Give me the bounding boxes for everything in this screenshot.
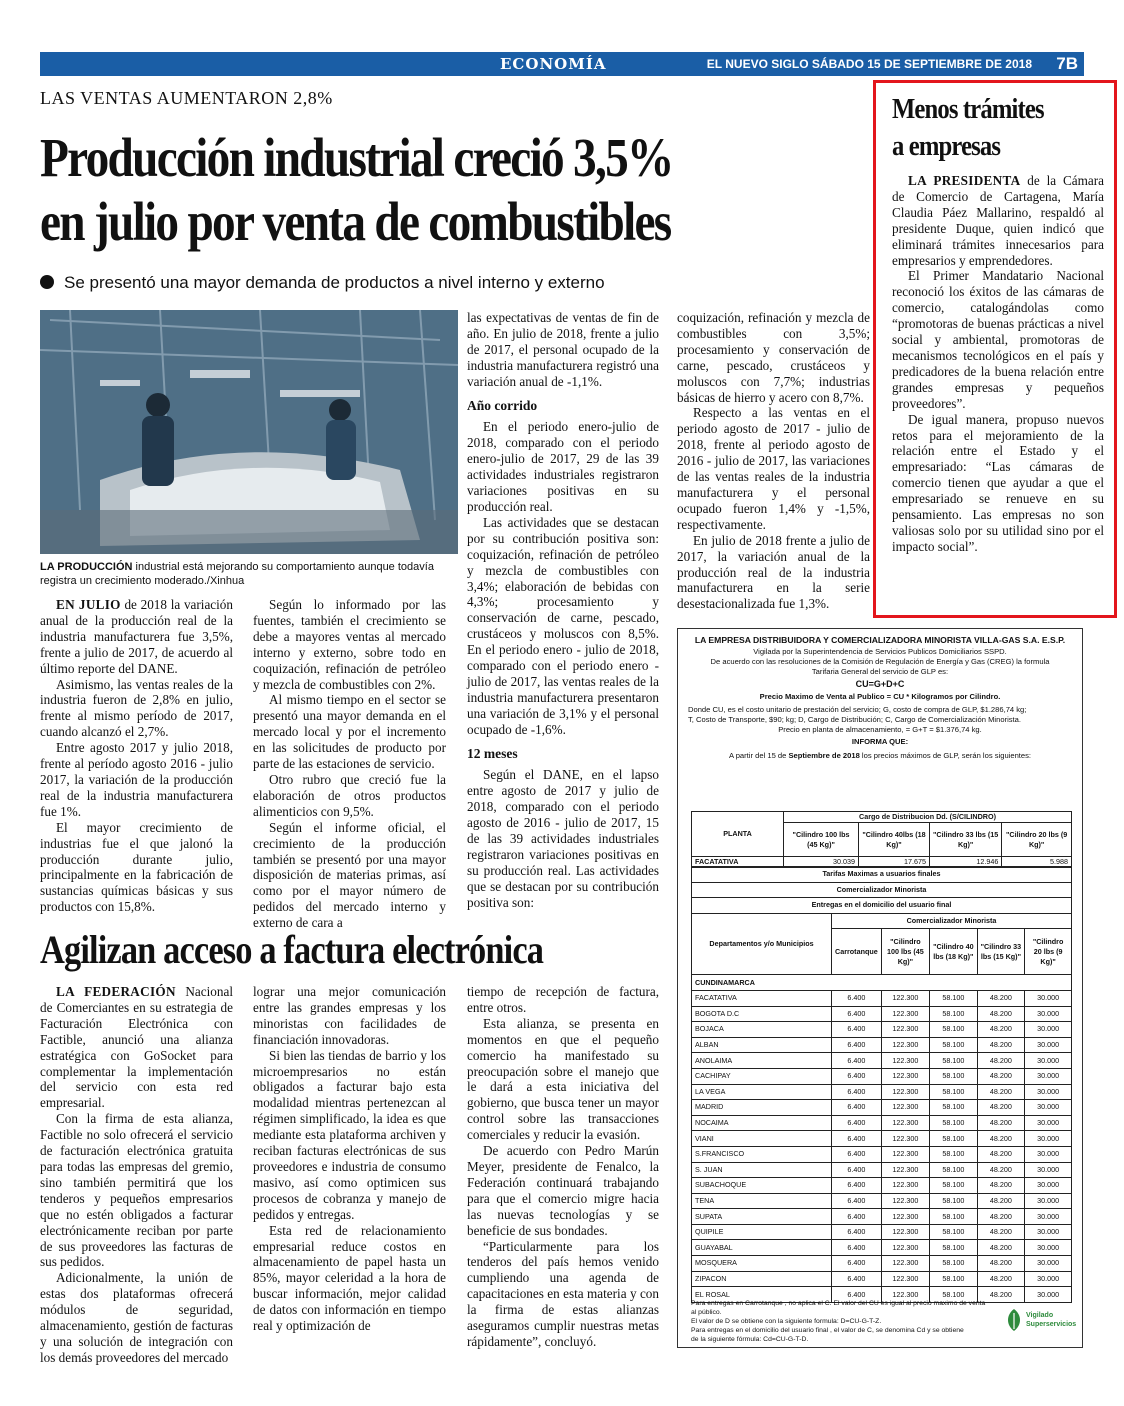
ad-line: Donde CU, es el costo unitario de prestación del servicio; G, costo de compra de GLP, $1.286,74 kg;: [688, 705, 1027, 714]
table-cell: 6.400: [832, 1115, 882, 1131]
table-cell: 122.300: [881, 1193, 929, 1209]
table-cell: 122.300: [881, 1037, 929, 1053]
table-cell: 122.300: [881, 1162, 929, 1178]
paragraph-text: de la Cámara de Comercio de Cartagena, María Claudia Páez Mallarino, respaldó al presidente Duque, quien indicó que eliminará trámites innecesarios para empresarios y emprendedores.: [892, 173, 1104, 268]
table-cell: 122.300: [881, 990, 929, 1006]
table-cell: 6.400: [832, 1068, 882, 1084]
second-story-column-2: [253, 984, 446, 1334]
table-cell: 122.300: [881, 1271, 929, 1287]
table-cell: ALBAN: [692, 1037, 832, 1053]
table-cell: 30.000: [1025, 1146, 1072, 1162]
sidebar-headline-line-1: Menos trámites: [892, 93, 1044, 125]
factory-photo-illustration: [40, 310, 458, 554]
paragraph: lograr una mejor comunicación entre las grandes empresas y los minoristas con facilidades de financiación innovadoras.: [253, 984, 446, 1047]
paragraph: Esta red de relacionamiento empresarial reduce costos en almacenamiento de papel hasta un 85%, mayor celeridad a la hora de buscar información, mejor calidad de datos con información en tiempo real y optimización de: [253, 1222, 446, 1334]
caption-text: industrial está mejorando su comportamiento aunque todavía registra un crecimiento moderado./Xinhua: [40, 561, 434, 587]
table-cell: 58.100: [930, 1100, 978, 1116]
table-header: "Cilindro 33 lbs (15 Kg)": [977, 929, 1025, 975]
table-cell: 30.000: [1025, 1100, 1072, 1116]
paragraph: [40, 984, 233, 1111]
table-cell: 48.200: [977, 1178, 1025, 1194]
table-cell: 48.200: [977, 1256, 1025, 1272]
table-cell: 58.100: [930, 1022, 978, 1038]
table-cell: 48.200: [977, 1287, 1025, 1303]
table-cell: 30.000: [1025, 1162, 1072, 1178]
paragraph: Con la firma de esta alianza, Factible no solo ofrecerá el servicio de facturación electrónica gratuita para todas las empresas del gremio, sino también permitirá que los tenderos y pequeños empresarios que no estén obligados a facturar electrónicamente reciban por parte de sus proveedores las facturas de sus pedidos.: [40, 1111, 233, 1270]
table-cell: 6.400: [832, 1224, 882, 1240]
table-cell: 30.000: [1025, 1193, 1072, 1209]
main-headline: [40, 126, 754, 254]
ad-line: De acuerdo con las resoluciones de la Comisión de Regulación de Energía y Gas (CREG) la formula: [710, 657, 1050, 666]
subheadline-text: Se presentó una mayor demanda de productos a nivel interno y externo: [64, 273, 605, 292]
table-cell: 30.000: [1025, 1115, 1072, 1131]
distribution-charge-table: [691, 811, 1072, 868]
paragraph: De igual manera, propuso nuevos retos para el mejoramiento de la relación entre el Estado y el empresariado: “Las cámaras de comercio tienen que ayudar a que el empresariado se renueve en su pensamiento. Las empresas no son valiosas solo por su utilidad sino por el impacto social”.: [892, 411, 1104, 554]
table-cell: 58.100: [930, 1271, 978, 1287]
table-cell: FACATATIVA: [692, 857, 784, 868]
table-cell: 48.200: [977, 1068, 1025, 1084]
table-cell: 58.100: [930, 1053, 978, 1069]
table-cell: 12.946: [929, 857, 1001, 868]
ad-effective-date: [678, 751, 1082, 761]
main-headline-line-2: en julio por venta de combustibles: [40, 191, 671, 252]
table-header: "Cilindro 40lbs (18 Kg)": [859, 823, 930, 857]
table-cell: 30.000: [1025, 1209, 1072, 1225]
table-cell: 58.100: [930, 1131, 978, 1147]
table-cell: 30.000: [1025, 1022, 1072, 1038]
table-cell: 58.100: [930, 1162, 978, 1178]
table-cell: QUIPILE: [692, 1224, 832, 1240]
table-cell: 30.000: [1025, 990, 1072, 1006]
table-row: [692, 1146, 1072, 1162]
ad-informa: INFORMA QUE:: [851, 737, 909, 746]
paragraph: Otro rubro que creció fue la elaboración de otros productos alimenticios con 9,5%.: [253, 771, 446, 819]
table-row: [692, 1115, 1072, 1131]
table-cell: 58.100: [930, 1084, 978, 1100]
table-cell: ANOLAIMA: [692, 1053, 832, 1069]
table-header: "Cilindro 20 lbs (9 Kg)": [1002, 823, 1072, 857]
table-cell: 17.675: [859, 857, 930, 868]
table-cell: 122.300: [881, 1131, 929, 1147]
table-cell: CACHIPAY: [692, 1068, 832, 1084]
table-cell: MADRID: [692, 1100, 832, 1116]
table-cell: 58.100: [930, 1037, 978, 1053]
table-cell: 122.300: [881, 1256, 929, 1272]
table-cell: 30.000: [1025, 1006, 1072, 1022]
story-kicker: LAS VENTAS AUMENTARON 2,8%: [40, 88, 333, 108]
table-header: Comercializador Minorista: [692, 882, 1072, 898]
lead-caps: EN JULIO: [56, 597, 121, 612]
paragraph: coquización, refinación y mezcla de combustibles con 3,5%; procesamiento y conservación de carne, pescado, crustáceos y moluscos con 7,7%; industrias básicas de hierro y acero con 8,7%.: [677, 310, 870, 405]
table-header: "Cilindro 100 lbs (45 Kg)": [784, 823, 859, 857]
table-cell: 48.200: [977, 1240, 1025, 1256]
table-cell: NOCAIMA: [692, 1115, 832, 1131]
table-cell: 48.200: [977, 1193, 1025, 1209]
table-row: [692, 1037, 1072, 1053]
table-cell: 5.988: [1002, 857, 1072, 868]
paragraph-text: Nacional de Comerciantes en su estrategia de Facturación Electrónica con Factible, anunció una alianza estratégica con GoSocket para complementar la implementación del servicio con esta red empresarial.: [40, 984, 233, 1111]
table-cell: 48.200: [977, 1022, 1025, 1038]
table-cell: MOSQUERA: [692, 1256, 832, 1272]
table-header: "Cilindro 33 lbs (15 Kg)": [929, 823, 1001, 857]
table-cell: 48.200: [977, 990, 1025, 1006]
paragraph: “Particularmente para los tenderos del país hemos venido cumpliendo una agenda de capacitaciones en esta materia y con la firma de estas alianzas aseguramos cumplir nuestras metas rápidamente”, concluyó.: [467, 1238, 659, 1349]
paragraph: Entre agosto 2017 y julio 2018, frente al período agosto 2016 - julio 2017, la variación de la producción real de la industria manufacturera fue 1%.: [40, 740, 233, 819]
table-row: [692, 1256, 1072, 1272]
table-cell: 6.400: [832, 1271, 882, 1287]
table-row: [692, 1053, 1072, 1069]
table-cell: 58.100: [930, 1224, 978, 1240]
table-cell: 48.200: [977, 1271, 1025, 1287]
ad-line: Precio en planta de almacenamiento, = G+T = $1.376,74 kg.: [778, 725, 982, 734]
table-cell: 122.300: [881, 1146, 929, 1162]
ad-line: Tarifaria General del servicio de GLP es:: [811, 667, 949, 676]
table-cell: VIANI: [692, 1131, 832, 1147]
superservicios-logo: [1004, 1305, 1078, 1335]
table-row: [692, 1162, 1072, 1178]
table-header: Departamentos y/o Municipios: [692, 913, 832, 975]
table-cell: 122.300: [881, 1084, 929, 1100]
table-cell: 122.300: [881, 1115, 929, 1131]
table-cell: 6.400: [832, 1146, 882, 1162]
sidebar-headline-line-2: a empresas: [892, 130, 1001, 162]
table-cell: BOJACA: [692, 1022, 832, 1038]
table-cell: TENA: [692, 1193, 832, 1209]
table-cell: 6.400: [832, 1178, 882, 1194]
second-story-column-3: [467, 984, 659, 1350]
factory-photo: [40, 310, 458, 554]
table-cell: 58.100: [930, 1209, 978, 1225]
table-cell: 58.100: [930, 1240, 978, 1256]
retail-tariff-table: [691, 866, 1072, 1303]
table-cell: 122.300: [881, 1100, 929, 1116]
logo-line-1: Vigilado: [1026, 1312, 1054, 1319]
logo-line-2: Superservicios: [1026, 1321, 1077, 1328]
table-cell: 48.200: [977, 1115, 1025, 1131]
sidebar-headline: [892, 91, 1044, 165]
table-row: [692, 1178, 1072, 1194]
table-cell: 30.000: [1025, 1084, 1072, 1100]
table-cell: LA VEGA: [692, 1084, 832, 1100]
table-cell: 48.200: [977, 1037, 1025, 1053]
ad-title: LA EMPRESA DISTRIBUIDORA Y COMERCIALIZADORA MINORISTA VILLA-GAS S.A. E.S.P.: [694, 635, 1066, 645]
paragraph-text: de 2018 la variación anual de la producción real de la industria manufacturera fue 3,5%, frente a julio de 2017, de acuerdo al último reporte del DANE.: [40, 597, 233, 676]
sidebar-story-body: [892, 173, 1104, 555]
table-row: [692, 1271, 1072, 1287]
photo-caption: [40, 560, 460, 588]
table-cell: 6.400: [832, 1022, 882, 1038]
dateline: EL NUEVO SIGLO SÁBADO 15 DE SEPTIEMBRE DE 2018: [706, 57, 1032, 71]
table-cell: 6.400: [832, 1240, 882, 1256]
main-story-column-3: [467, 310, 659, 911]
table-cell: 30.000: [1025, 1287, 1072, 1303]
table-cell: 6.400: [832, 1100, 882, 1116]
table-cell: 122.300: [881, 1022, 929, 1038]
table-cell: SUBACHOQUE: [692, 1178, 832, 1194]
table-cell: 30.000: [1025, 1271, 1072, 1287]
paragraph: De acuerdo con Pedro Marún Meyer, presidente de Fenalco, la Federación continuará trabajando para que el comercio migre hacia las nuevas tecnologías y se beneficie de sus bondades.: [467, 1143, 659, 1238]
table-cell: 122.300: [881, 1209, 929, 1225]
table-cell: 30.000: [1025, 1131, 1072, 1147]
main-story-column-4: [677, 310, 870, 612]
table-cell: 6.400: [832, 1053, 882, 1069]
table-cell: 48.200: [977, 1131, 1025, 1147]
villa-gas-price-notice: [677, 628, 1083, 1348]
table-cell: ZIPACON: [692, 1271, 832, 1287]
section-header-bar: [40, 52, 1084, 76]
table-cell: 30.000: [1025, 1068, 1072, 1084]
paragraph: Según el DANE, en el lapso entre agosto de 2017 y julio de 2018, comparado con el periodo agosto de 2016 - julio de 2017, 15 de las 39 actividades industriales registraron variaciones positivas en su producción real. Las actividades que se destacan por su contribución positiva son:: [467, 767, 659, 910]
paragraph: Las actividades que se destacan por su contribución positiva son: coquización, refinación de petróleo y mezcla de combustibles con 3,4%; elaboración de bebidas con 4,3%; procesamiento y conservación de carne, pescado, crustáceos y moluscos con 8,5%. En el periodo enero - julio de 2018, comparado con el periodo enero - julio de 2017, las ventas reales de la industria manufacturera presentaron una variación de 3,1% y el personal ocupado de -1,6%.: [467, 514, 659, 737]
second-story-column-1: [40, 984, 233, 1366]
paragraph: Asimismo, las ventas reales de la industria fueron de 2,8% en julio, frente al mismo período de 2017, cuando alcanzó el 2,7%.: [40, 676, 233, 740]
table-cell: 48.200: [977, 1224, 1025, 1240]
section-name: ECONOMÍA: [500, 55, 607, 73]
tariff-rows: [692, 990, 1072, 1302]
table-cell: 58.100: [930, 1006, 978, 1022]
table-cell: 122.300: [881, 1240, 929, 1256]
table-row: [692, 1224, 1072, 1240]
table-cell: 58.100: [930, 1287, 978, 1303]
ad-line: A partir del 15 de: [728, 751, 789, 760]
table-row: [692, 1006, 1072, 1022]
table-cell: 6.400: [832, 1084, 882, 1100]
table-cell: 48.200: [977, 1084, 1025, 1100]
superservicios-leaf-icon: [1004, 1307, 1024, 1333]
table-header: Comercializador Minorista: [832, 913, 1072, 929]
table-cell: 48.200: [977, 1053, 1025, 1069]
paragraph: [40, 597, 233, 677]
table-row: [692, 1240, 1072, 1256]
ad-footnotes: [691, 1299, 991, 1344]
table-row: [692, 990, 1072, 1006]
table-cell: BOGOTA D.C: [692, 1006, 832, 1022]
lead-caps: LA FEDERACIÓN: [56, 984, 176, 999]
table-header: "Cilindro 100 lbs (45 Kg)": [881, 929, 929, 975]
table-cell: 58.100: [930, 1146, 978, 1162]
table-row: [692, 1209, 1072, 1225]
table-cell: 6.400: [832, 1162, 882, 1178]
table-cell: 58.100: [930, 1193, 978, 1209]
page-number: 7B: [1056, 54, 1078, 73]
table-cell: 122.300: [881, 1178, 929, 1194]
ad-line: Vigilada por la Superintendencia de Servicios Publicos Domiciliarios SSPD.: [753, 647, 1007, 656]
subhead-12-meses: 12 meses: [467, 745, 518, 761]
paragraph: El mayor crecimiento de industrias fue el que jalonó la producción durante julio, principalmente en la fabricación de sustancias químicas básicas y sus productos con 15,8%.: [40, 819, 233, 915]
table-header: PLANTA: [692, 812, 784, 857]
logo-text: [1026, 1311, 1076, 1329]
table-cell: 30.000: [1025, 1240, 1072, 1256]
paragraph: Respecto a las ventas en el periodo agosto de 2017 - julio de 2018, frente al periodo agosto de 2016 - julio de 2017, las variaciones de las ventas reales de la industria manufacturera y el personal ocupado fueron 1,4% y -1,5%, respectivamente.: [677, 405, 870, 532]
table-cell: FACATATIVA: [692, 990, 832, 1006]
table-cell: 30.039: [784, 857, 859, 868]
table-cell: 6.400: [832, 1037, 882, 1053]
table-cell: 6.400: [832, 1209, 882, 1225]
table-header: "Cilindro 20 lbs (9 Kg)": [1025, 929, 1072, 975]
table-cell: 48.200: [977, 1146, 1025, 1162]
paragraph: Esta alianza, se presenta en momentos en que el pequeño comercio ha manifestado su preocupación sobre el manejo que le dará a esta iniciativa del gobierno, que busca tener un mayor control sobre las transacciones comerciales y reducir la evasión.: [467, 1015, 659, 1143]
table-header: Tarifas Maximas a usuarios finales: [692, 867, 1072, 883]
table-cell: 48.200: [977, 1100, 1025, 1116]
table-cell: 6.400: [832, 990, 882, 1006]
paragraph: Según el informe oficial, el crecimiento de la producción también se presentó por una mayor disposición de materias primas, así como por el mayor número de pedidos del mercado interno y externo de cara a: [253, 819, 446, 931]
table-cell: 58.100: [930, 990, 978, 1006]
table-cell: 122.300: [881, 1006, 929, 1022]
main-story-column-1: [40, 597, 233, 915]
table-cell: 122.300: [881, 1068, 929, 1084]
table-header: Cargo de Distribucion Dd. (S/CILINDRO): [784, 812, 1072, 823]
paragraph: El Primer Mandatario Nacional reconoció los éxitos de las cámaras de comercio, catalogándolas como “promotoras de buenas prácticas a nivel social y ambiental, promotoras de mecanismos tecnológicos en el país y predicadores de la buena relación entre grandes empresas y pequeños proveedores”.: [892, 268, 1104, 411]
ad-max-price-formula: Precio Maximo de Venta al Publico = CU * Kilogramos por Cilindro.: [759, 692, 1001, 701]
table-cell: 48.200: [977, 1209, 1025, 1225]
table-cell: 6.400: [832, 1006, 882, 1022]
subhead-ano-corrido: Año corrido: [467, 397, 538, 413]
table-cell: 6.400: [832, 1193, 882, 1209]
table-row: [692, 1068, 1072, 1084]
table-cell: 6.400: [832, 1256, 882, 1272]
lead-caps: LA PRESIDENTA: [908, 173, 1021, 188]
ad-date: Septiembre de 2018: [788, 751, 860, 760]
table-cell: 30.000: [1025, 1053, 1072, 1069]
table-row: [692, 1100, 1072, 1116]
table-cell: 30.000: [1025, 1037, 1072, 1053]
paragraph: En el periodo enero-julio de 2018, comparado con el periodo enero-julio de 2017, 29 de las 39 actividades industriales registraron variaciones positivas en su producción real.: [467, 419, 659, 514]
table-cell: EL ROSAL: [692, 1287, 832, 1303]
table-header: "Cilindro 40 lbs (18 Kg)": [930, 929, 978, 975]
caption-lead: LA PRODUCCIÓN: [40, 561, 133, 573]
paragraph: En julio de 2018 frente a julio de 2017, la variación anual de la producción real de la industria manufacturera en la serie desestacionalizada fue 1,3%.: [677, 532, 870, 612]
main-story-column-2: [253, 597, 446, 931]
table-cell: 48.200: [977, 1162, 1025, 1178]
subheadline: [40, 273, 605, 293]
ad-line: T, Costo de Transporte, $90; kg; D, Cargo de Distribución; C, Cargo de Comercialización Minorista.: [688, 715, 1022, 724]
paragraph: las expectativas de ventas de fin de año. En julio de 2018, frente a julio de 2017, el personal ocupado de la industria manufacturera registró una variación anual de -1,1%.: [467, 310, 659, 389]
main-headline-line-1: Producción industrial creció 3,5%: [40, 127, 673, 188]
table-cell: 58.100: [930, 1178, 978, 1194]
table-cell: 6.400: [832, 1287, 882, 1303]
table-cell: S.FRANCISCO: [692, 1146, 832, 1162]
bullet-icon: [40, 275, 54, 289]
ad-note: Para entregas en el domicilio del usuario final , el valor de C, se denomina Cd y se obtiene: [691, 1327, 964, 1334]
sidebar-story-box: [873, 80, 1117, 618]
table-cell: GUAYABAL: [692, 1240, 832, 1256]
ad-note: de la siguiente fórmula: Cd=CU-G-T-D.: [691, 1336, 809, 1343]
table-cell: 6.400: [832, 1131, 882, 1147]
paragraph: Adicionalmente, la unión de estas dos plataformas ofrecerá módulos de seguridad, almacenamiento, gestión de facturas y una solución de integración con los demás proveedores del mercado: [40, 1270, 233, 1365]
paragraph: tiempo de recepción de factura, entre otros.: [467, 984, 659, 1015]
table-cell: 122.300: [881, 1053, 929, 1069]
paragraph: Según lo informado por las fuentes, también el crecimiento se debe a mayores ventas al mercado interno y externo, sobre todo en coquización, refinación de petróleo y mezcla de combustibles con 2%.: [253, 597, 446, 692]
paragraph: [892, 173, 1104, 268]
table-region: CUNDINAMARCA: [692, 975, 1072, 991]
table-header: Entregas en el domicilio del usuario final: [692, 898, 1072, 914]
second-headline: Agilizan acceso a factura electrónica: [40, 927, 544, 972]
table-header: Carrotanque: [832, 929, 882, 975]
table-row: [692, 1193, 1072, 1209]
table-cell: SUPATA: [692, 1209, 832, 1225]
table-cell: S. JUAN: [692, 1162, 832, 1178]
table-cell: 30.000: [1025, 1256, 1072, 1272]
paragraph: Al mismo tiempo en el sector se presentó una mayor demanda en el mercado local y por el incremento en las solicitudes de producto por parte de las estaciones de servicio.: [253, 692, 446, 772]
table-row: [692, 1131, 1072, 1147]
table-cell: 58.100: [930, 1256, 978, 1272]
table-row: [692, 1022, 1072, 1038]
ad-note: El valor de D se obtiene con la siguiente formula: D=CU-G-T-Z.: [691, 1318, 882, 1325]
ad-line: los precios máximos de GLP, serán los siguientes:: [859, 751, 1032, 760]
table-cell: 58.100: [930, 1068, 978, 1084]
table-cell: 48.200: [977, 1006, 1025, 1022]
paragraph: Si bien las tiendas de barrio y los microempresarios no están obligados a facturar bajo esta modalidad mientras pertenezcan al régimen simplificado, la idea es que mediante esta plataforma archiven y reciban facturas electrónicas de sus proveedores e industria de consumo masivo, así como optimicen sus procesos de cobranza y manejo de pedidos y entregas.: [253, 1047, 446, 1222]
table-cell: 58.100: [930, 1115, 978, 1131]
ad-formula: CU=G+D+C: [855, 679, 905, 689]
ad-note: Para entregas en Carrotanque , no aplica el C. El valor del CU es igual al precio maximo de venta al público.: [691, 1300, 986, 1316]
table-cell: 30.000: [1025, 1224, 1072, 1240]
table-row: [692, 1084, 1072, 1100]
table-cell: 122.300: [881, 1224, 929, 1240]
table-cell: 30.000: [1025, 1178, 1072, 1194]
table-cell: 122.300: [881, 1287, 929, 1303]
